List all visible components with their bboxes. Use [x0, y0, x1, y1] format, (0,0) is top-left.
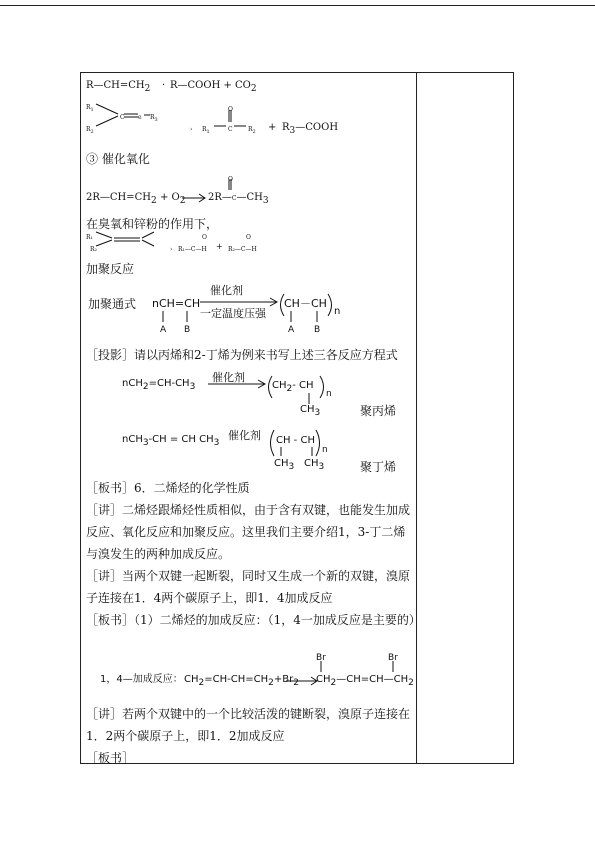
eq3-o: O — [228, 176, 233, 183]
general-monomer: nCH=CH — [152, 297, 201, 310]
ozone-r1: R₁ — [86, 234, 93, 241]
general-a1: A — [160, 325, 167, 335]
ozone-r2: R₂ — [90, 246, 97, 253]
ozone-arrow-icon: › — [170, 246, 173, 253]
eq2-p-o: O — [228, 106, 233, 113]
lecture-12-addition: ［讲］若两个双键中的一个比较活泼的键断裂，溴原子连接在1．2两个碳原子上，即1．2加成反应 — [86, 707, 411, 743]
ozone-o2: O — [246, 234, 251, 241]
butene-n: n — [322, 445, 328, 455]
addition-heading: 加聚反应 — [86, 262, 135, 276]
butene-polymer: CH - CH — [276, 435, 315, 446]
eq2-r3: $R_3$ — [150, 114, 158, 124]
diene-reactant: $CH_2=CH-CH=CH_2+Br_2$ — [184, 674, 299, 688]
eq2-acid: $R_3—COOH$ — [282, 122, 339, 136]
eq1-product: R—COOH + $CO_2$ — [170, 80, 257, 94]
column-divider — [416, 72, 417, 764]
content-column — [86, 72, 421, 765]
general-n: n — [334, 306, 341, 317]
general-a2: A — [288, 325, 295, 335]
general-catalyst: 催化剂 — [210, 284, 243, 297]
diene-br-a: Br — [316, 653, 326, 663]
diene-label: 1，4—加成反应： — [100, 674, 183, 685]
eq2-p-c: C — [228, 126, 233, 133]
eq2-arrow-icon: › — [190, 126, 193, 133]
general-b1: B — [184, 325, 191, 335]
propylene-catalyst: 催化剂 — [212, 371, 245, 384]
board-note-diene-addition: ［板书］（1）二烯烃的加成反应：（1，4一加成反应是主要的） — [86, 613, 421, 627]
eq3-arrow-icon — [182, 193, 208, 203]
ozone-product2: R₂—C—H — [228, 246, 257, 253]
butene-bracket-left — [266, 428, 276, 458]
ozone-structure-bonds — [94, 230, 164, 254]
general-b2: B — [314, 325, 321, 335]
propylene-arrow-icon — [208, 379, 268, 389]
propylene-monomer: $nCH_2=CH-CH_3$ — [122, 378, 196, 392]
lecture-diene-properties: ［讲］二烯烃跟烯烃性质相似，由于含有双键，也能发生加成反应、氧化反应和加聚反应。这里我们主要介绍1，3-丁二烯与溴发生的两种加成反应。 — [86, 503, 411, 561]
propylene-polymer: $CH_2-$ CH — [272, 380, 314, 394]
board-note-final: ［板书］ — [86, 751, 135, 765]
eq2-p-r1: $R_1$ — [202, 126, 210, 136]
lecture-14-addition: ［讲］当两个双键一起断裂，同时又生成一个新的双键，溴原子连接在1．4两个碳原子上，即1．4加成反应 — [86, 569, 411, 605]
diene-arrow-icon — [286, 676, 320, 686]
diene-br-b: Br — [388, 653, 398, 663]
eq2-plus: + — [268, 122, 277, 133]
eq1-dot-icon: · — [162, 80, 166, 91]
ozone-product1: R₁—C—H — [178, 246, 207, 253]
eq1-reactant: $R—CH=CH_2$ — [86, 80, 151, 94]
eq2-h: e — [138, 114, 142, 121]
diene-br-bonds — [316, 660, 406, 676]
catalytic-heading: ③ 催化氧化 — [86, 152, 150, 166]
ozone-o1: O — [202, 234, 207, 241]
propylene-name: 聚丙烯 — [360, 404, 397, 418]
butene-ch3b: $CH_3$ — [304, 458, 325, 472]
eq2-structure-bonds — [92, 102, 172, 142]
propylene-n: n — [326, 389, 332, 399]
ozone-plus: + — [216, 242, 223, 251]
general-label: 加聚通式 — [88, 297, 137, 311]
eq2-c: C — [120, 114, 125, 121]
ozone-text: 在臭氧和锌粉的作用下， — [86, 217, 219, 231]
eq2-r2: $R_2$ — [86, 126, 94, 136]
butene-catalyst: 催化剂 — [228, 429, 261, 442]
board-note-6: ［板书］6．二烯烃的化学性质 — [86, 481, 250, 495]
propylene-ch3: $CH_3$ — [300, 404, 321, 418]
butene-monomer: nCH$_3$-CH = CH $CH_3$ — [122, 434, 220, 448]
butene-name: 聚丁烯 — [360, 460, 397, 474]
page-top-rule — [0, 5, 595, 6]
eq2-p-r2: $R_2$ — [248, 126, 256, 136]
general-conditions: 一定温度压强 — [200, 307, 266, 320]
eq3-reactants: $2R—CH=CH_2 + O_2$ — [86, 192, 186, 206]
eq2-product-bonds — [210, 108, 270, 132]
eq3-carbonyl-bond — [222, 178, 242, 196]
eq2-r1: $R_1$ — [86, 104, 94, 114]
butene-ch3a: $CH_3$ — [274, 458, 295, 472]
general-polymer: CH－CH — [284, 297, 327, 310]
eq3-product: $2R—C—CH_3$ — [208, 192, 269, 206]
projection-text: ［投影］请以丙烯和2-丁烯为例来书写上述三各反应方程式 — [86, 348, 398, 362]
diene-product: $CH_2—CH=CH—CH_2$ — [316, 674, 414, 688]
